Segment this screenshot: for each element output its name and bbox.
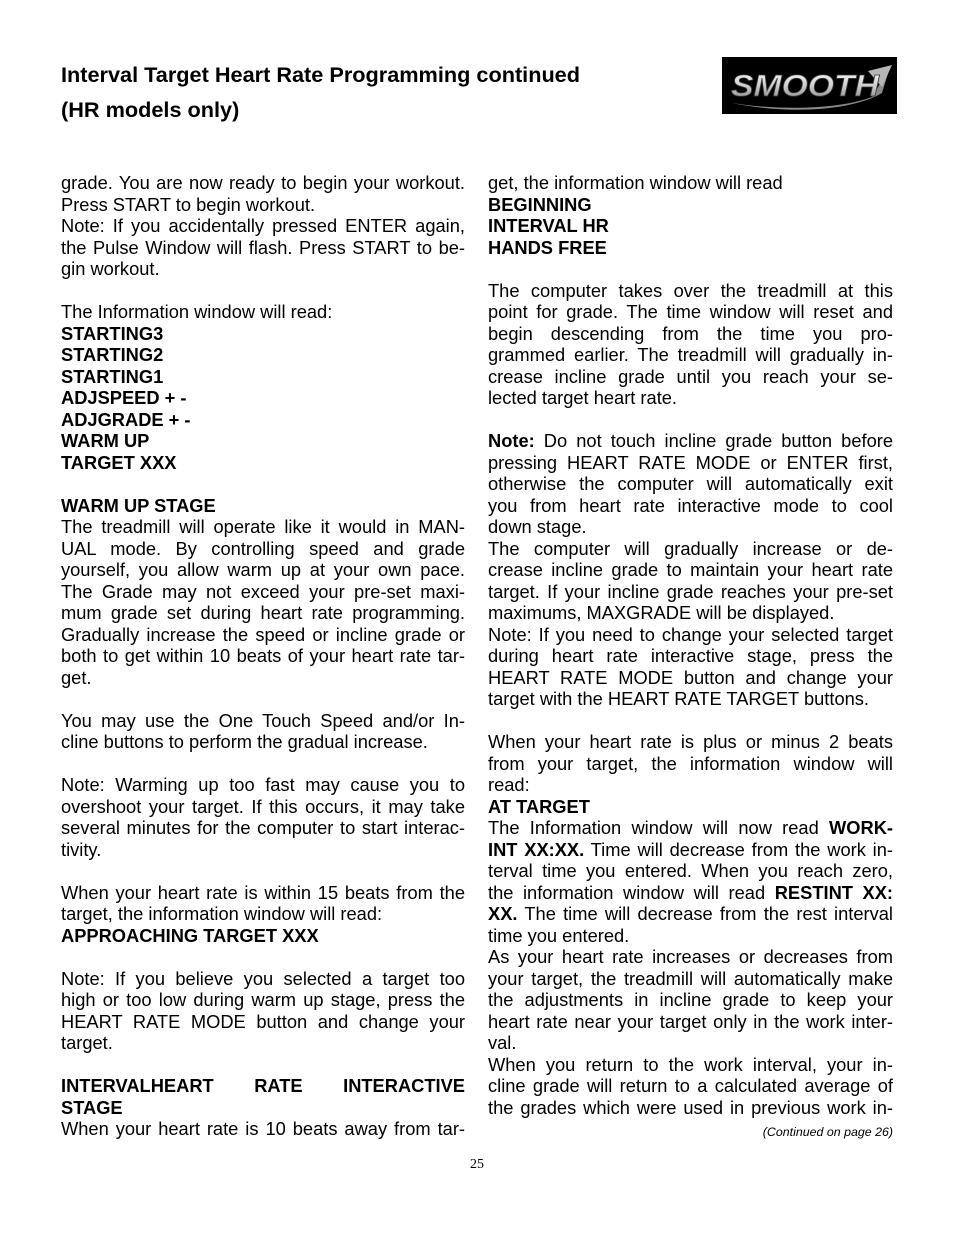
paragraph <box>488 538 893 624</box>
text-line: grade. You are now ready to begin your workout. <box>61 172 465 193</box>
text-line: When you return to the work interval, your in- <box>488 1053 893 1075</box>
paragraph <box>488 430 893 538</box>
bold-paragraph <box>61 495 465 517</box>
text-line: read: <box>488 774 530 795</box>
bold-text: Note: <box>488 430 535 451</box>
text-block <box>488 731 893 1118</box>
text-line: STARTING3 <box>61 322 164 344</box>
page-subtitle: (HR models only) <box>61 97 240 122</box>
text-line: cline grade will return to a calculated average of <box>488 1075 893 1096</box>
text-line: several minutes for the computer to start interac- <box>61 817 465 838</box>
text-line <box>488 882 893 904</box>
text-line: When your heart rate is within 15 beats from the <box>61 881 465 903</box>
text-line: The treadmill will operate like it would in MAN- <box>61 516 465 537</box>
bold-text: WORK- <box>829 817 893 838</box>
bold-paragraph <box>488 237 893 259</box>
text-segment: Do not touch incline grade button before <box>534 430 893 451</box>
text-line: the grades which were used in previous work in- <box>488 1096 893 1118</box>
paragraph <box>61 301 465 323</box>
text-line: crease incline grade until you reach your se- <box>488 365 893 387</box>
right-column <box>488 172 893 1140</box>
text-line: When your heart rate is plus or minus 2 beats <box>488 731 893 752</box>
text-line: The Information window will read: <box>61 301 333 322</box>
paragraph <box>61 882 465 925</box>
bold-paragraph <box>61 344 465 366</box>
paragraph <box>488 817 893 946</box>
paragraph <box>488 172 893 194</box>
text-line: begin descending from the time you pro- <box>488 322 893 344</box>
text-line <box>488 903 893 925</box>
text-block <box>488 430 893 710</box>
text-line: yourself, you allow warm up at your own pace. <box>61 559 465 580</box>
text-line <box>488 839 893 861</box>
paragraph <box>488 731 893 796</box>
text-line: HANDS FREE <box>488 236 607 258</box>
text-line: target. If your incline grade reaches your pre-set <box>488 580 893 602</box>
text-line: overshoot your target. If this occurs, it may take <box>61 795 465 817</box>
bold-paragraph <box>61 409 465 431</box>
text-line: target, the information window will read: <box>61 903 383 924</box>
text-line: from your target, the information window will <box>488 752 893 774</box>
text-line: STARTING1 <box>61 365 164 387</box>
text-line: target. <box>61 1032 113 1053</box>
text-line: Note: If you believe you selected a target too <box>61 967 465 989</box>
page-title: Interval Target Heart Rate Programming continued <box>61 62 580 87</box>
text-block <box>61 301 465 473</box>
text-line: target with the HEART RATE TARGET buttons. <box>488 688 870 709</box>
paragraph <box>61 968 465 1054</box>
text-line: Note: If you need to change your selected target <box>488 623 893 645</box>
paragraph <box>61 710 465 753</box>
text-line: AT TARGET <box>488 795 590 817</box>
bold-paragraph <box>61 387 465 409</box>
text-block <box>61 172 465 280</box>
bold-text: INT XX:XX. <box>488 838 585 860</box>
text-segment: The time will decrease from the rest interval <box>517 903 893 924</box>
text-line <box>488 430 893 452</box>
paragraph <box>488 280 893 409</box>
text-line: get, the information window will read <box>488 172 783 193</box>
text-line: your target, the treadmill will automatically make <box>488 967 893 989</box>
text-block <box>61 968 465 1054</box>
text-line: heart rate near your target only in the work inter- <box>488 1010 893 1032</box>
text-line: tivity. <box>61 838 102 860</box>
text-segment: the information window will read <box>488 881 775 903</box>
text-line: As your heart rate increases or decreases from <box>488 946 893 967</box>
text-line: Note: Warming up too fast may cause you to <box>61 774 465 795</box>
paragraph <box>488 624 893 710</box>
text-segment: The Information window will now read <box>488 817 830 838</box>
text-line: The Grade may not exceed your pre-set maxi- <box>61 580 465 602</box>
text-line: both to get within 10 beats of your heart rate tar- <box>61 645 465 666</box>
bold-paragraph <box>61 925 465 947</box>
text-block <box>61 882 465 947</box>
paragraph <box>488 946 893 1054</box>
text-line: APPROACHING TARGET XXX <box>61 924 319 946</box>
paragraph <box>61 516 465 688</box>
bold-paragraph <box>61 323 465 345</box>
text-line: BEGINNING <box>488 193 592 215</box>
text-line: you from heart rate interactive mode to cool <box>488 494 893 516</box>
text-segment: Time will decrease from the work in- <box>584 838 893 860</box>
text-line: HEART RATE MODE button and change your <box>61 1010 465 1032</box>
text-line: high or too low during warm up stage, press the <box>61 989 465 1010</box>
text-line: STARTING2 <box>61 344 164 365</box>
text-line: time you entered. <box>488 924 630 946</box>
text-line: get. <box>61 666 92 688</box>
text-line: UAL mode. By controlling speed and grade <box>61 537 465 559</box>
text-line: Note: If you accidentally pressed ENTER again, <box>61 215 465 236</box>
bold-paragraph <box>61 452 465 474</box>
text-line: Press START to begin workout. <box>61 193 316 215</box>
text-line: You may use the One Touch Speed and/or In- <box>61 709 465 731</box>
text-block <box>61 495 465 689</box>
bold-text: XX. <box>488 903 518 924</box>
brand-logo <box>722 57 897 114</box>
text-line: lected target heart rate. <box>488 387 678 408</box>
text-line: during heart rate interactive stage, press the <box>488 645 893 666</box>
text-line: otherwise the computer will automatically exit <box>488 473 893 494</box>
text-line: HEART RATE MODE button and change your <box>488 666 893 688</box>
bold-text: RESTINT XX: <box>774 881 894 903</box>
paragraph <box>61 774 465 860</box>
paragraph <box>488 1054 893 1119</box>
text-line: WARM UP <box>61 430 150 451</box>
text-line: STAGE <box>61 1096 123 1118</box>
bold-paragraph <box>61 366 465 388</box>
text-line: the Pulse Window will flash. Press START to be- <box>61 236 465 258</box>
text-line: INTERVAL HR <box>488 215 609 236</box>
text-line: The computer takes over the treadmill at this <box>488 279 893 301</box>
bold-paragraph <box>488 796 893 818</box>
logo-text: SMOOTH <box>731 68 880 103</box>
left-column <box>61 172 465 1161</box>
paragraph <box>61 215 465 280</box>
bold-paragraph <box>61 1075 465 1118</box>
text-block <box>61 710 465 753</box>
text-line: crease incline grade to maintain your heart rate <box>488 559 893 580</box>
text-line: grammed earlier. The treadmill will gradually in- <box>488 344 893 365</box>
text-line: pressing HEART RATE MODE or ENTER first, <box>488 451 893 473</box>
text-line: cline buttons to perform the gradual increase. <box>61 731 428 752</box>
text-line: ADJGRADE + - <box>61 408 191 430</box>
text-line: gin workout. <box>61 258 160 279</box>
page-number: 25 <box>470 1157 484 1172</box>
text-line: The computer will gradually increase or de- <box>488 537 893 559</box>
text-line: INTERVALHEART RATE INTERACTIVE <box>61 1075 465 1096</box>
continued-note: (Continued on page 26) <box>762 1125 893 1139</box>
paragraph <box>61 172 465 215</box>
bold-paragraph <box>61 430 465 452</box>
text-line: the adjustments in incline grade to keep your <box>488 989 893 1010</box>
text-block <box>61 1075 465 1140</box>
text-line: maximums, MAXGRADE will be displayed. <box>488 602 835 623</box>
text-block <box>61 774 465 860</box>
text-line: When your heart rate is 10 beats away from tar- <box>61 1118 465 1139</box>
text-line: WARM UP STAGE <box>61 494 216 516</box>
text-line: down stage. <box>488 516 587 537</box>
bold-paragraph <box>488 215 893 237</box>
text-line: TARGET XXX <box>61 451 177 473</box>
text-line: Gradually increase the speed or incline grade or <box>61 623 465 645</box>
text-line: ADJSPEED + - <box>61 387 187 408</box>
text-block <box>488 280 893 409</box>
bold-paragraph <box>488 194 893 216</box>
paragraph <box>61 1118 465 1140</box>
text-line: val. <box>488 1032 517 1053</box>
text-block <box>488 172 893 258</box>
text-line <box>488 817 893 839</box>
logo-graphic <box>722 57 897 114</box>
text-line: mum grade set during heart rate programming. <box>61 602 465 623</box>
text-line: point for grade. The time window will reset and <box>488 301 893 322</box>
text-line: terval time you entered. When you reach zero, <box>488 860 893 881</box>
